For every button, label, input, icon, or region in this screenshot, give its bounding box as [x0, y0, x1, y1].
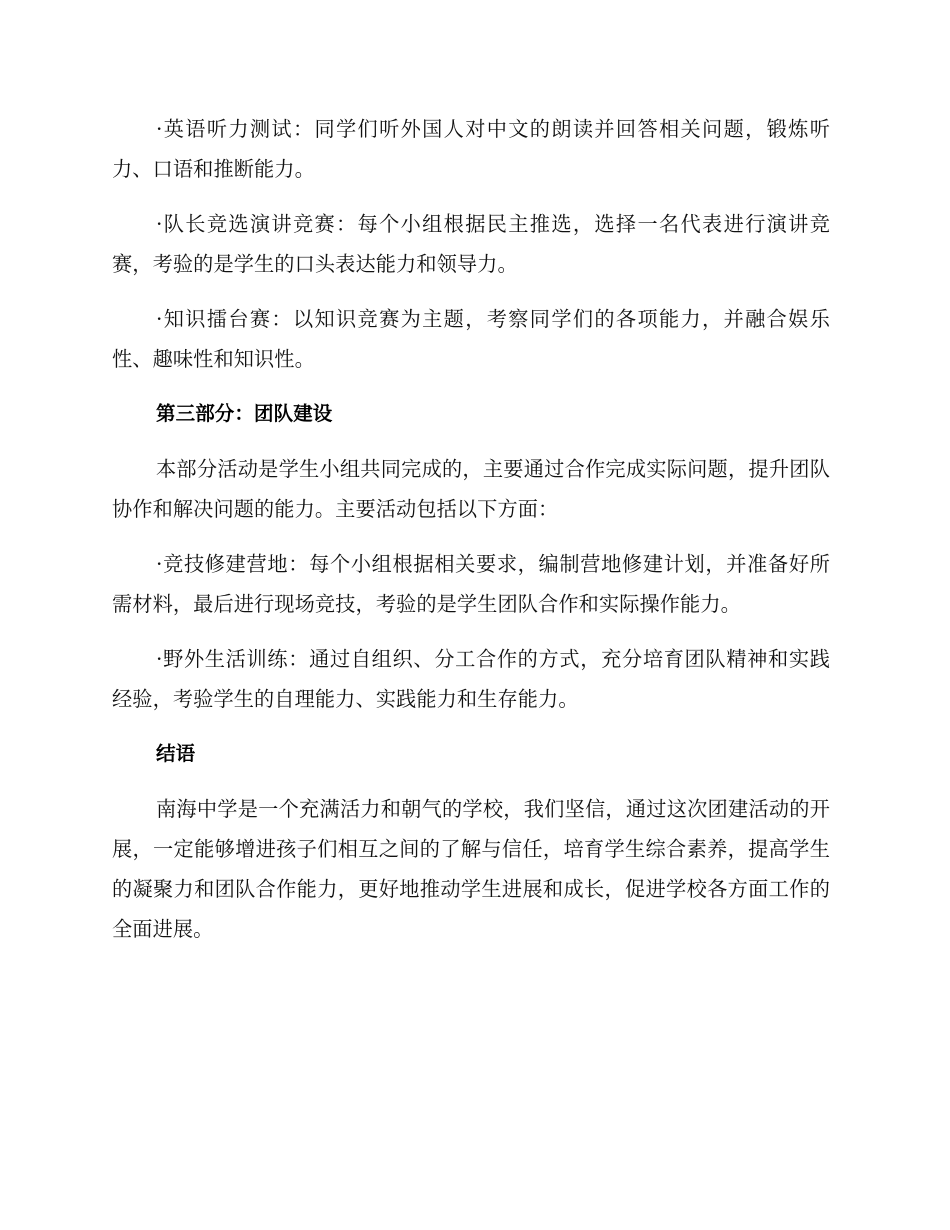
bullet-camp-building: ·竞技修建营地：每个小组根据相关要求，编制营地修建计划，并准备好所需材料，最后进行现场竞技，考验的是学生团队合作和实际操作能力。 [112, 552, 830, 616]
conclusion-paragraph: 南海中学是一个充满活力和朝气的学校，我们坚信，通过这次团建活动的开展，一定能够增进孩子们相互之间的了解与信任，培育学生综合素养，提高学生的凝聚力和团队合作能力，更好地推动学生进展和成长，促进学校各方面工作的全面进展。 [112, 797, 830, 941]
team-building-intro: 本部分活动是学生小组共同完成的，主要通过合作完成实际问题，提升团队协作和解决问题的能力。主要活动包括以下方面： [112, 457, 830, 521]
bullet-english-listening: ·英语听力测试：同学们听外国人对中文的朗读并回答相关问题，锻炼听力、口语和推断能力。 [112, 117, 830, 181]
document-body [112, 109, 830, 964]
section-heading-team-building: 第三部分：团队建设 [156, 402, 333, 425]
bullet-captain-speech: ·队长竞选演讲竞赛：每个小组根据民主推选，选择一名代表进行演讲竞赛，考验的是学生的口头表达能力和领导力。 [112, 212, 830, 276]
bullet-field-training: ·野外生活训练：通过自组织、分工合作的方式，充分培育团队精神和实践经验，考验学生的自理能力、实践能力和生存能力。 [112, 647, 830, 711]
bullet-knowledge-contest: ·知识擂台赛：以知识竞赛为主题，考察同学们的各项能力，并融合娱乐性、趣味性和知识性。 [112, 307, 830, 371]
section-heading-conclusion: 结语 [156, 742, 196, 765]
